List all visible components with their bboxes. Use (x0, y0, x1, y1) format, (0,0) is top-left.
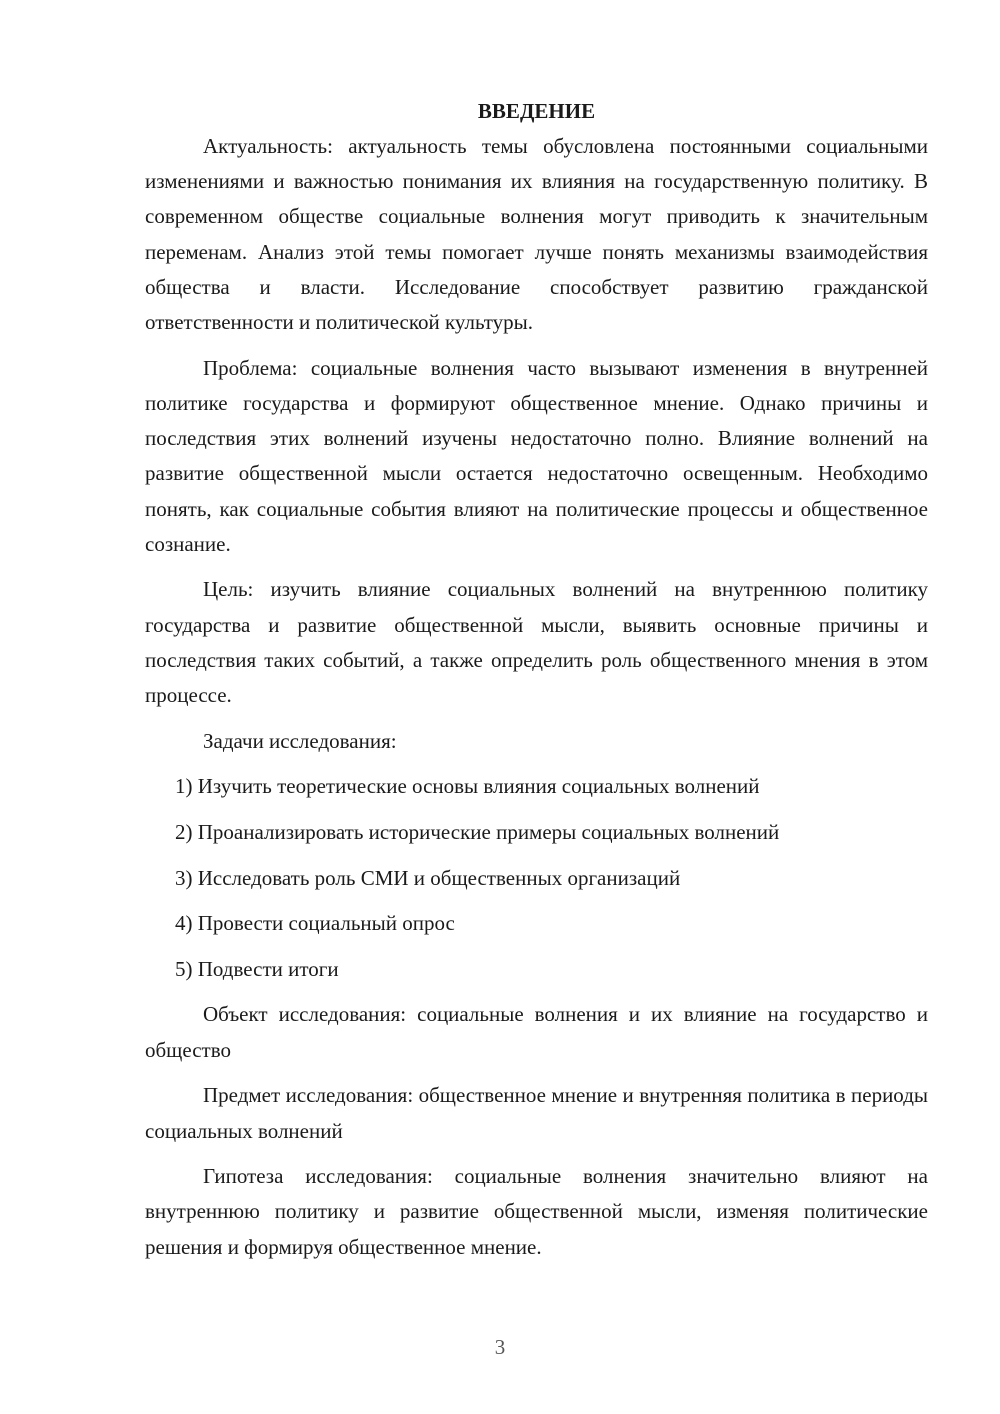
hypothesis-paragraph: Гипотеза исследования: социальные волнения значительно влияют на внутреннюю политику и развитие общественной мысли, изменяя политические решения и формируя общественное мнение. (145, 1164, 928, 1259)
list-item: 4) Провести социальный опрос (175, 911, 455, 936)
task-list (145, 769, 928, 987)
relevance-paragraph: Актуальность: актуальность темы обусловлена постоянными социальными изменениями и важностью понимания их влияния на государственную политику. В современном обществе социальные волнения могут приводить к значительным переменам. Анализ этой темы помогает лучше понять механизмы взаимодействия общества и власти. Исследование способствует развитию гражданской ответственности и политической культуры. (145, 134, 928, 335)
goal-paragraph: Цель: изучить влияние социальных волнений на внутреннюю политику государства и развитие общественной мысли, выявить основные причины и последствия таких событий, а также определить роль общественного мнения в этом процессе. (145, 577, 928, 708)
list-item: 3) Исследовать роль СМИ и общественных организаций (175, 865, 681, 890)
list-item: 1) Изучить теоретические основы влияния социальных волнений (175, 774, 760, 799)
list-item: 5) Подвести итоги (175, 956, 339, 981)
document-page (145, 94, 928, 1275)
problem-paragraph: Проблема: социальные волнения часто вызывают изменения в внутренней политике государства и формируют общественное мнение. Однако причины и последствия этих волнений изучены недостаточно полно. Влияние волнений на развитие общественной мысли остается недостаточно освещенным. Необходимо понять, как социальные события влияют на политические процессы и общественное сознание. (145, 355, 928, 556)
list-item: 2) Проанализировать исторические примеры социальных волнений (175, 820, 780, 845)
subject-paragraph: Предмет исследования: общественное мнение и внутренняя политика в периоды социальных волнений (145, 1083, 928, 1143)
object-paragraph: Объект исследования: социальные волнения и их влияние на государство и общество (145, 1002, 928, 1062)
page-title: ВВЕДЕНИЕ (477, 99, 596, 123)
tasks-heading: Задачи исследования: (203, 728, 397, 753)
page-number: 3 (494, 1335, 506, 1359)
